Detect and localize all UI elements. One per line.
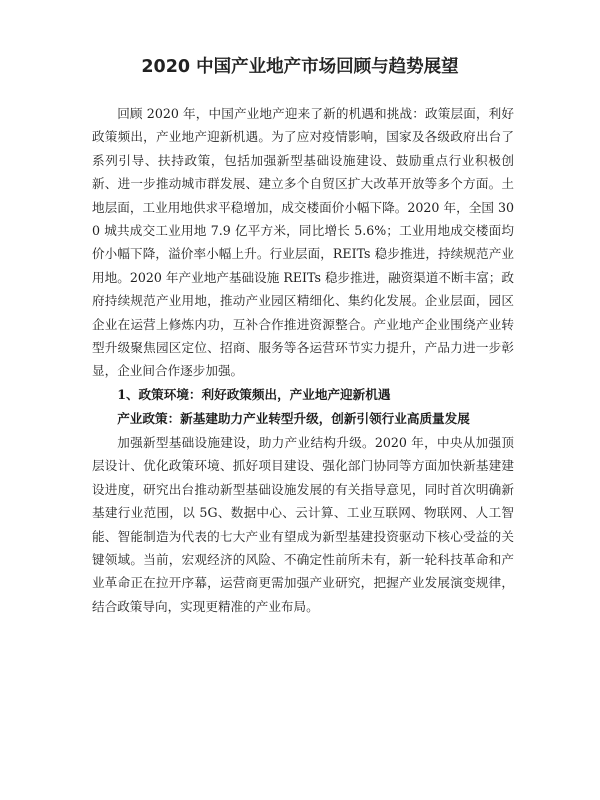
section-heading: 1、政策环境：利好政策频出，产业地产迎新机遇 xyxy=(117,386,391,402)
subsection-heading: 产业政策：新基建助力产业转型升级，创新引领行业高质量发展 xyxy=(117,410,470,426)
document-title: 2020 中国产业地产市场回顾与趋势展望 xyxy=(141,57,459,77)
intro-paragraph: 回顾 2020 年，中国产业地产迎来了新的机遇和挑战：政策层面，利好政策频出，产业地产迎新机遇。为了应对疫情影响，国家及各级政府出台了系列引导、扶持政策，包括加强新型基础设施建设、鼓励重点行业积极创新、进一步推动城市群发展、建立多个自贸区扩大改革开放等多个方面。土地层面，工业用地供求平稳增加，成交楼面价小幅下降。2020 年，全国 300 城共成交工业用地 7.9 亿平方米，同比增长 5.6%；工业用地成交楼面均价小幅下降，溢价率小幅上升。行业层面，REITs 稳步推进，持续规范产业用地。2020 年产业地产基础设施 REITs 稳步推进，融资渠道不断丰富；政府持续规范产业用地，推动产业园区精细化、集约化发展。企业层面，园区企业在运营上修炼内功，互补合作推进资源整合。产业地产企业围绕产业转型升级聚焦园区定位、招商、服务等各运营环节实力提升，产品力进一步彰显，企业间合作逐步加强。 xyxy=(92,106,514,379)
document-body xyxy=(92,102,514,618)
body-paragraph: 加强新型基础设施建设，助力产业结构升级。2020 年，中央从加强顶层设计、优化政策环境、抓好项目建设、强化部门协同等方面加快新基建建设进度，研究出台推动新型基础设施发展的有关指导意见，同时首次明确新基建行业范围，以 5G、数据中心、云计算、工业互联网、物联网、人工智能、智能制造为代表的七大产业有望成为新型基建投资驱动下核心受益的关键领域。当前，宏观经济的风险、不确定性前所未有，新一轮科技革命和产业革命正在拉开序幕，运营商更需加强产业研究，把握产业发展演变规律，结合政策导向，实现更精准的产业布局。 xyxy=(92,434,514,614)
